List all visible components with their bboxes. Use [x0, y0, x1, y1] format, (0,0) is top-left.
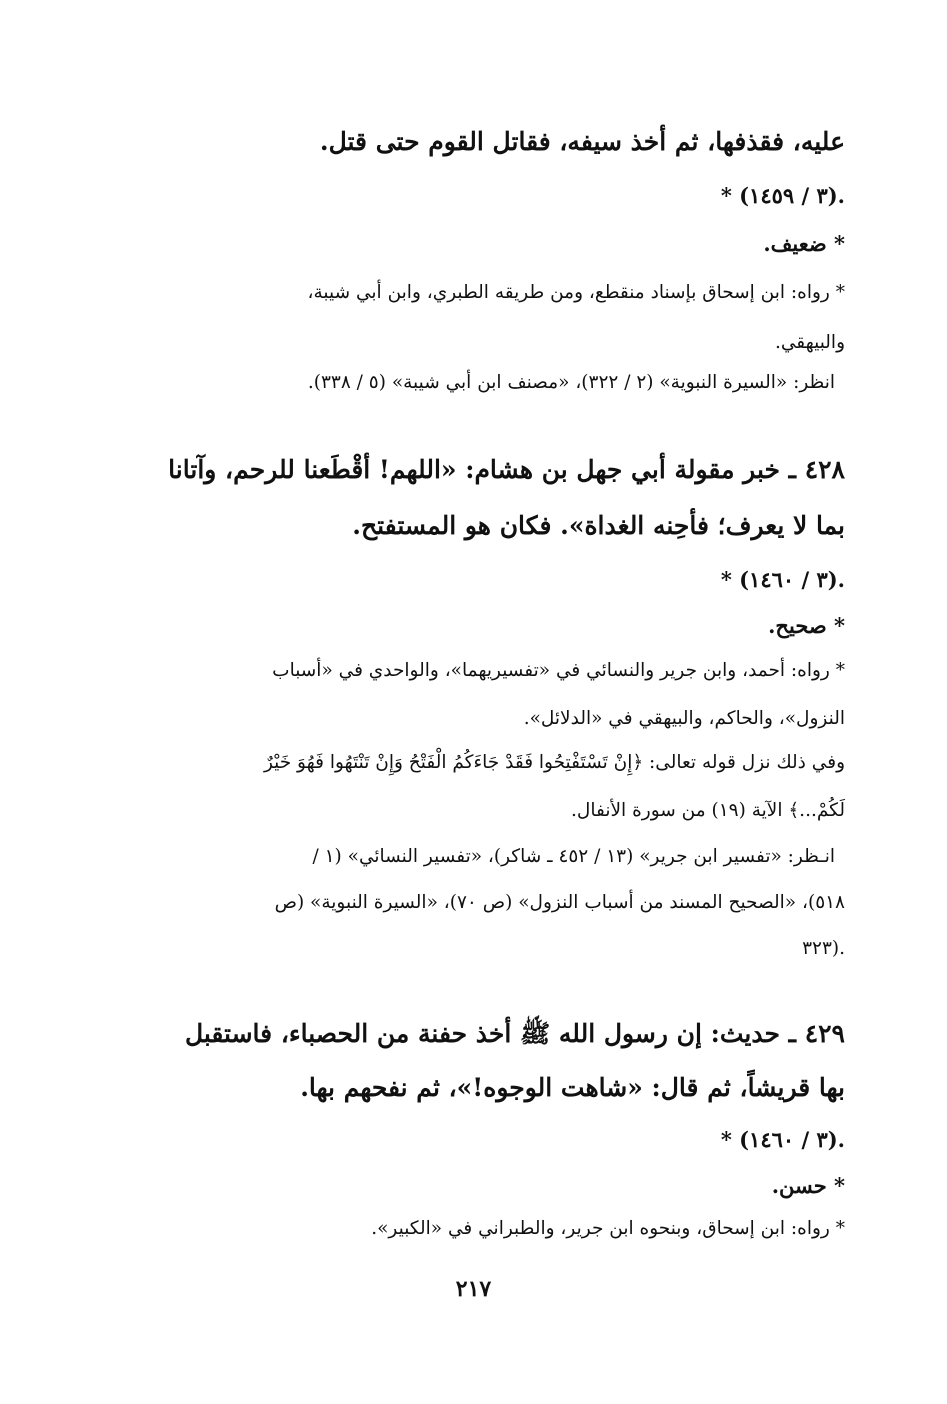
entry-428-grade: * صحيح. — [768, 613, 845, 638]
entry-428-reference: * (٣ / ١٤٦٠). — [720, 567, 845, 592]
entry-427-grade: * ضعيف. — [763, 231, 845, 256]
entry-428-verse-line-1: وفي ذلك نزل قوله تعالى: ﴿إِنْ تَسْتَفْتِحُوا فَقَدْ جَاءَكُمُ الْفَتْحُ وَإِنْ تَنْتَهُوا فَهُوَ خَيْرٌ — [263, 752, 845, 773]
entry-428-verse-line-2: لَكُمْ...﴾ الآية (١٩) من سورة الأنفال. — [571, 800, 845, 821]
entry-429-grade: * حسن. — [771, 1173, 845, 1198]
entry-428-narration-line-2: النزول»، والحاكم، والبيهقي في «الدلائل». — [523, 708, 845, 729]
entry-428-narration-line-1: * رواه: أحمد، وابن جرير والنسائي في «تفسيريهما»، والواحدي في «أسباب — [272, 660, 845, 681]
entry-428-see-also-line-3: ٣٢٣). — [802, 938, 845, 959]
entry-427-narration-line-1: * رواه: ابن إسحاق بإسناد منقطع، ومن طريقه الطبري، وابن أبي شيبة، — [307, 282, 845, 303]
entry-429-narration: * رواه: ابن إسحاق، وبنحوه ابن جرير، والطبراني في «الكبير». — [371, 1218, 845, 1239]
entry-427-see-also: انظر: «السيرة النبوية» (٢ / ٣٢٢)، «مصنف ابن أبي شيبة» (٥ / ٣٣٨). — [307, 372, 835, 393]
entry-428-see-also-line-1: انـظر: «تفسير ابن جرير» (١٣ / ٤٥٢ ـ شاكر)، «تفسير النسائي» (١ / — [312, 846, 835, 867]
entry-428-see-also-line-2: ٥١٨)، «الصحيح المسند من أسباب النزول» (ص ٧٠)، «السيرة النبوية» (ص — [274, 892, 845, 913]
entry-428-heading-line-2: بما لا يعرف؛ فأحِنه الغداة». فكان هو المستفتح. — [352, 511, 845, 540]
entry-429-reference: * (٣ / ١٤٦٠). — [720, 1127, 845, 1152]
entry-429-heading-line-2: بها قريشاً، ثم قال: «شاهت الوجوه!»، ثم نفحهم بها. — [300, 1073, 845, 1102]
entry-428-heading-line-1: ٤٢٨ ـ خبر مقولة أبي جهل بن هشام: «اللهم! أقْطَعنا للرحم، وآتانا — [168, 455, 845, 484]
entry-427-reference: * (٣ / ١٤٥٩). — [720, 183, 845, 208]
entry-427-text-line: عليه، فقذفها، ثم أخذ سيفه، فقاتل القوم حتى قتل. — [319, 127, 845, 156]
entry-427-narration-line-2: والبيهقي. — [774, 332, 845, 353]
page-number: ٢١٧ — [455, 1276, 492, 1302]
entry-429-heading-line-1: ٤٢٩ ـ حديث: إن رسول الله ﷺ أخذ حفنة من الحصباء، فاستقبل — [184, 1019, 845, 1048]
